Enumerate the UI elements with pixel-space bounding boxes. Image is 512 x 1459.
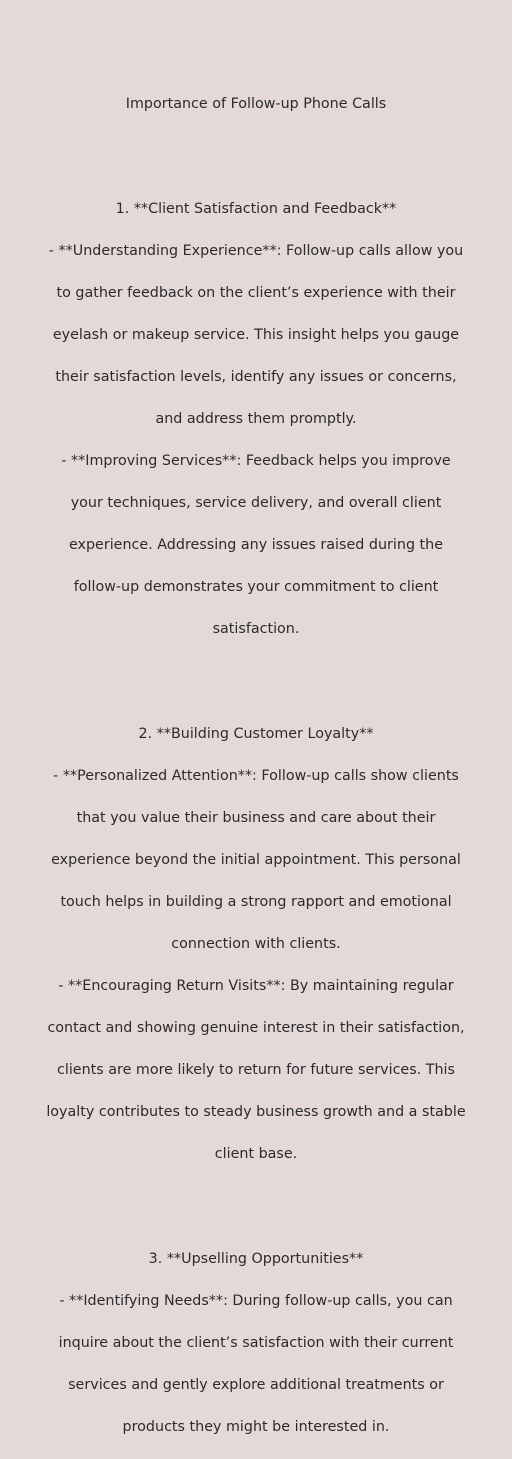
paragraph-line: experience. Addressing any issues raised during the (68, 537, 444, 553)
blank-line (28, 1186, 484, 1207)
paragraph-line: satisfaction. (212, 621, 300, 637)
paragraph-line: connection with clients. (171, 936, 341, 952)
paragraph-line: that you value their business and care about their (76, 810, 436, 826)
paragraph-line: - **Personalized Attention**: Follow-up calls show clients (53, 768, 459, 784)
section-heading-1: 1. **Client Satisfaction and Feedback** (115, 201, 397, 217)
paragraph-line: inquire about the client’s satisfaction with their current (58, 1335, 454, 1351)
paragraph-line: experience beyond the initial appointment. This personal (51, 852, 461, 868)
blank-line (28, 136, 484, 157)
paragraph-line: - **Identifying Needs**: During follow-up calls, you can (59, 1293, 453, 1309)
paragraph-line: clients are more likely to return for future services. This (57, 1062, 455, 1078)
paragraph-line: - **Encouraging Return Visits**: By maintaining regular (58, 978, 454, 994)
paragraph-line: - **Improving Services**: Feedback helps you improve (61, 453, 451, 469)
section-heading-3: 3. **Upselling Opportunities** (148, 1251, 364, 1267)
section-heading-2: 2. **Building Customer Loyalty** (138, 726, 374, 742)
paragraph-line: touch helps in building a strong rapport and emotional (60, 894, 452, 910)
paragraph-line: loyalty contributes to steady business growth and a stable (46, 1104, 466, 1120)
document-title: Importance of Follow-up Phone Calls (125, 96, 387, 112)
paragraph-line: services and gently explore additional treatments or (68, 1377, 444, 1393)
paragraph-line: to gather feedback on the client’s experience with their (56, 285, 456, 301)
paragraph-line: and address them promptly. (155, 411, 357, 427)
paragraph-line: contact and showing genuine interest in their satisfaction, (47, 1020, 465, 1036)
paragraph-line: their satisfaction levels, identify any issues or concerns, (55, 369, 457, 385)
blank-line (28, 661, 484, 682)
paragraph-line: follow-up demonstrates your commitment to client (73, 579, 439, 595)
paragraph-line: products they might be interested in. (122, 1419, 390, 1435)
paragraph-line: - **Understanding Experience**: Follow-up calls allow you (48, 243, 464, 259)
paragraph-line: your techniques, service delivery, and overall client (70, 495, 442, 511)
paragraph-line: client base. (214, 1146, 298, 1162)
paragraph-line: eyelash or makeup service. This insight helps you gauge (52, 327, 460, 343)
